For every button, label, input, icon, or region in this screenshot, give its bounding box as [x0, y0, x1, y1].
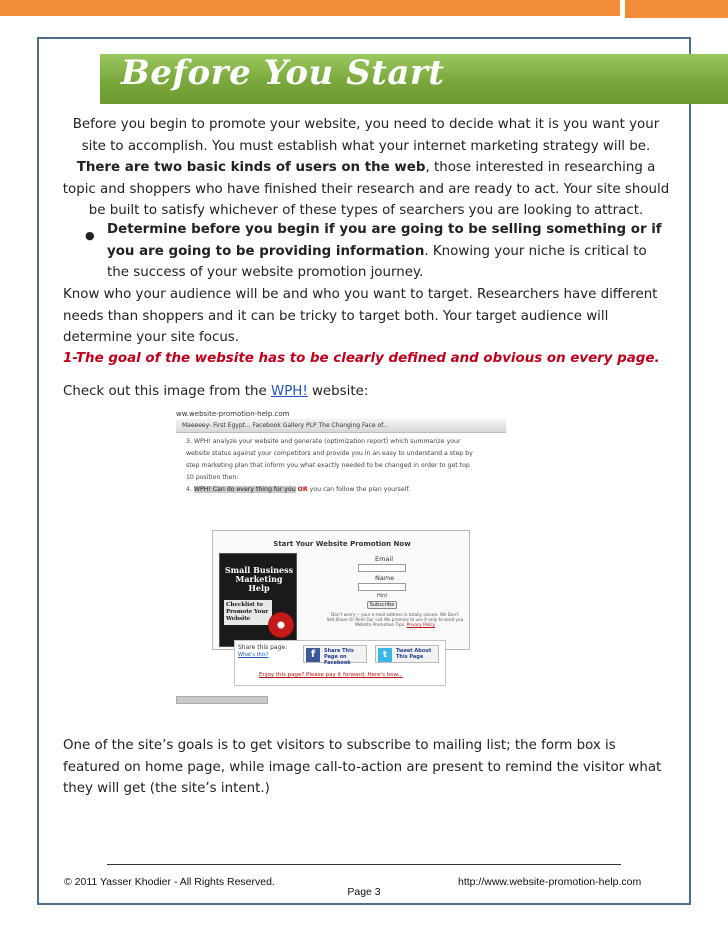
ebook-cover [219, 553, 297, 647]
email-field[interactable] [358, 564, 406, 572]
step3-line: website status against your competitors and provide you in an easy to understand a step by [186, 450, 473, 457]
facebook-share-button[interactable] [303, 645, 367, 666]
step4-line [186, 484, 496, 496]
website-screenshot [176, 408, 506, 706]
audience-paragraph: Know who your audience will be and who you want to target. Researchers have different needs than shoppers and it can be tricky to target both. Your target audience will determine your site focus. [63, 287, 658, 345]
top-accent-bar [0, 0, 620, 16]
goal-heading: 1-The goal of the website has to be clearly defined and obvious on every page. [63, 351, 660, 366]
ebook-title: Small Business Marketing Help [224, 565, 294, 593]
step4-or: OR [297, 486, 308, 493]
wph-link[interactable]: WPH! [270, 384, 308, 399]
screenshot-bookmarks-bar: Maeeeey- First Egypt... Facebook Gallery PLP The Changing Face of... [176, 419, 506, 433]
email-label: Email [375, 555, 394, 563]
intro-bold: There are two basic kinds of users on the web [76, 160, 426, 175]
subscribe-form-box [212, 530, 470, 650]
fine-print [325, 612, 465, 627]
intro-text-1: Before you begin to promote your website, you need to decide what it is you want your site to accomplish. You must establish what your internet marketing strategy will be. [72, 117, 660, 154]
hint-label: Hint [377, 593, 388, 599]
step3-line: 10 position then: [186, 474, 239, 481]
form-title: Start Your Website Promotion Now [273, 540, 411, 548]
ebook-subtitle: Checklist to Promote Your Website [224, 600, 272, 625]
step3-line: step marketing plan that inform you what exactly needed to be changed in order to get top [186, 462, 470, 469]
step4-prefix: 4. [186, 486, 194, 493]
footer-divider [107, 864, 621, 865]
checkout-paragraph [63, 381, 663, 403]
footer-copyright: © 2011 Yasser Khodier - All Rights Reserved. [64, 876, 275, 888]
checkout-after: website: [307, 384, 369, 399]
facebook-icon: f [306, 648, 320, 662]
share-label: Share this page: [238, 644, 288, 651]
footer-url[interactable]: http://www.website-promotion-help.com [458, 876, 642, 888]
tweet-button[interactable] [375, 645, 439, 663]
page-number: Page 3 [347, 886, 381, 898]
step4-rest: you can follow the plan yourself. [307, 486, 411, 493]
intro-paragraph [62, 114, 670, 222]
step3-line: 3. WPH! analyze your website and generate (optimization report) which summarize your [186, 438, 461, 445]
facebook-share-text: Share This Page on Facebook [324, 648, 354, 666]
pay-it-forward-link[interactable]: Enjoy this page? Please pay it forward. Here's how... [259, 672, 403, 678]
whats-this-link[interactable]: What's this? [238, 652, 269, 658]
subscribe-button[interactable]: Subscribe [367, 601, 397, 609]
horizontal-scrollbar[interactable] [176, 696, 268, 704]
share-box [234, 640, 446, 686]
bullet-bold: Determine before you begin if you are going to be selling something or if you are going to be providing information [107, 222, 662, 259]
tweet-text: Tweet About This Page [396, 648, 432, 660]
goals-paragraph: One of the site’s goals is to get visitors to subscribe to mailing list; the form box is featured on home page, while image call-to-action are present to remind the visitor what they will get (the site’s intent.) [63, 738, 662, 796]
bullet-marker: ● [85, 229, 95, 242]
page-title: Before You Start [121, 53, 445, 93]
name-field[interactable] [358, 583, 406, 591]
fine-print-text: Don't worry -- your e-mail address is totally secure. We Don't Sell,Share Or Rent Our List We promise to use it only to send you Website Promotion Tips. [326, 612, 464, 627]
twitter-icon: t [378, 648, 392, 662]
bullet-item [107, 219, 669, 284]
name-label: Name [375, 574, 395, 582]
bullet-text: . Knowing your niche is critical to the success of your website promotion journey. [107, 243, 647, 280]
screenshot-steps [186, 436, 496, 496]
checkout-before: Check out this image from the [63, 384, 271, 399]
screenshot-body [176, 434, 506, 694]
cd-icon [268, 612, 294, 638]
screenshot-url: ww.website-promotion-help.com [176, 410, 290, 418]
intro-text-2: , those interested in researching a topic and shoppers who have finished their research and are ready to act. Your site should be built to satisfy whichever of these types of searchers you are looking to attract. [62, 160, 670, 218]
step4-highlight: WPH! Can do every thing for you [193, 486, 296, 493]
privacy-link[interactable]: Privacy Policy [406, 622, 436, 627]
top-accent-bar-right [625, 0, 728, 18]
